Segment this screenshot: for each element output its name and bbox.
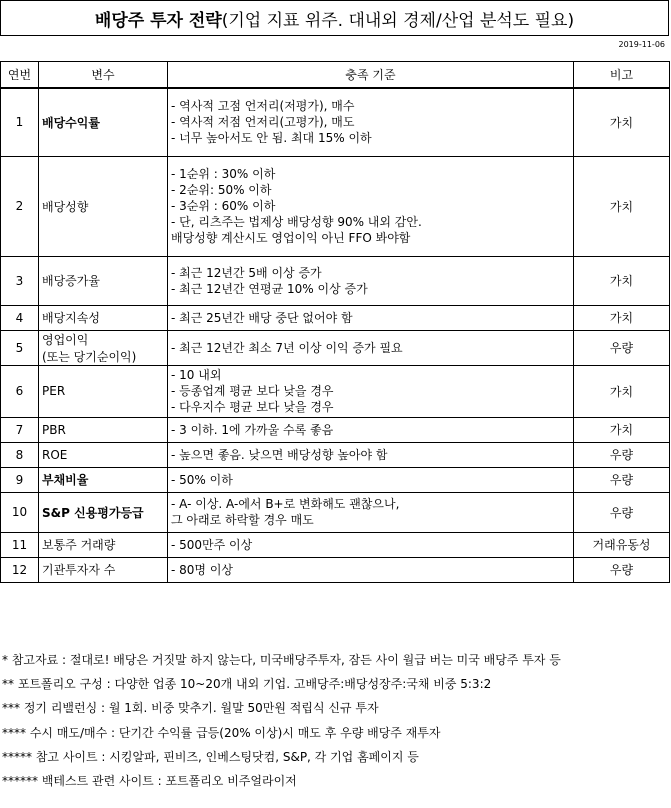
table-row (1, 305, 670, 330)
table-header-row (1, 62, 670, 89)
footnote: *** 정기 리밸런싱 : 월 1회. 비중 맞추기. 월말 50만원 적립식 신규 투자 (2, 701, 379, 716)
footnote: **** 수시 매도/매수 : 단기간 수익률 급등(20% 이상)시 매도 후 우량 배당주 재투자 (2, 725, 441, 740)
table-row (1, 365, 670, 417)
header-criteria: 충족 기준 (168, 62, 574, 89)
row-variable: 기관투자자 수 (39, 557, 168, 582)
row-variable: S&P 신용평가등급 (39, 492, 168, 532)
row-note: 가치 (574, 156, 670, 256)
criteria-line: - 50% 이하 (171, 472, 233, 487)
header-no: 연번 (1, 62, 39, 89)
criteria-line: - 최근 12년간 최소 7년 이상 이익 증가 필요 (171, 340, 403, 355)
row-variable: 부채비율 (39, 467, 168, 492)
criteria-line: - 1순위 : 30% 이하 (171, 167, 276, 181)
table-row (1, 417, 670, 442)
row-criteria (168, 557, 574, 582)
row-criteria (168, 365, 574, 417)
row-note: 가치 (574, 88, 670, 156)
row-criteria (168, 88, 574, 156)
document-date: 2019-11-06 (618, 40, 665, 49)
row-criteria (168, 156, 574, 256)
header-note: 비고 (574, 62, 670, 89)
footnotes (2, 648, 668, 793)
row-note: 우량 (574, 557, 670, 582)
criteria-line: - 다우지수 평균 보다 낮을 경우 (171, 400, 334, 414)
row-note: 우량 (574, 442, 670, 467)
row-variable: 배당지속성 (39, 305, 168, 330)
row-variable: 배당증가율 (39, 256, 168, 305)
row-criteria (168, 305, 574, 330)
table-row (1, 467, 670, 492)
criteria-line: - 10 내외 (171, 368, 222, 382)
criteria-line: - 최근 25년간 배당 중단 없어야 함 (171, 310, 353, 325)
row-note: 가치 (574, 365, 670, 417)
row-variable: 배당성향 (39, 156, 168, 256)
row-number: 2 (1, 156, 39, 256)
row-note: 거래유동성 (574, 532, 670, 557)
row-criteria (168, 330, 574, 365)
row-criteria (168, 417, 574, 442)
row-number: 8 (1, 442, 39, 467)
table-row (1, 256, 670, 305)
row-number: 9 (1, 467, 39, 492)
criteria-line: - 최근 12년간 연평균 10% 이상 증가 (171, 281, 368, 296)
row-number: 3 (1, 256, 39, 305)
criteria-line: 그 아래로 하락할 경우 매도 (171, 513, 314, 527)
row-note: 우량 (574, 492, 670, 532)
row-criteria (168, 467, 574, 492)
criteria-line: - 너무 높아서도 안 됨. 최대 15% 이하 (171, 131, 372, 146)
criteria-line: - 최근 12년간 5배 이상 증가 (171, 265, 322, 280)
title-sub: (기업 지표 위주. 대내외 경제/산업 분석도 필요) (221, 10, 575, 31)
row-number: 11 (1, 532, 39, 557)
title-main: 배당주 투자 전략 (94, 10, 222, 31)
row-note: 가치 (574, 256, 670, 305)
criteria-line: - A- 이상. A-에서 B+로 변화해도 괜찮으나, (171, 497, 400, 511)
criteria-line: 배당성향 계산시도 영업이익 아닌 FFO 봐야함 (171, 231, 411, 245)
row-criteria (168, 532, 574, 557)
row-variable: PER (39, 365, 168, 417)
row-criteria (168, 442, 574, 467)
row-criteria (168, 492, 574, 532)
row-variable: PBR (39, 417, 168, 442)
criteria-line: - 80명 이상 (171, 562, 234, 577)
row-number: 7 (1, 417, 39, 442)
row-number: 5 (1, 330, 39, 365)
table-row (1, 442, 670, 467)
criteria-line: - 높으면 좋음. 낮으면 배당성향 높아야 함 (171, 447, 388, 462)
footnote: * 참고자료 : 절대로! 배당은 거짓말 하지 않는다, 미국배당주투자, 잠든 사이 월급 버는 미국 배당주 투자 등 (2, 653, 561, 667)
row-note: 우량 (574, 467, 670, 492)
criteria-table (0, 61, 670, 583)
document-title (0, 0, 669, 36)
row-variable: ROE (39, 442, 168, 467)
row-note: 가치 (574, 305, 670, 330)
row-criteria (168, 256, 574, 305)
criteria-line: - 3 이하. 1에 가까울 수록 좋음 (171, 422, 334, 437)
table-row (1, 330, 670, 365)
header-variable: 변수 (39, 62, 168, 89)
criteria-line: - 500만주 이상 (171, 537, 253, 552)
table-row (1, 492, 670, 532)
table-row (1, 532, 670, 557)
criteria-line: - 3순위 : 60% 이하 (171, 199, 276, 213)
row-note: 우량 (574, 330, 670, 365)
criteria-line: - 단, 리츠주는 법제상 배당성향 90% 내외 감안. (171, 215, 422, 229)
row-number: 6 (1, 365, 39, 417)
criteria-line: - 역사적 고점 언저리(저평가), 매수 (171, 99, 355, 114)
row-variable: 영업이익 (또는 당기순이익) (39, 330, 168, 365)
row-note: 가치 (574, 417, 670, 442)
row-variable: 보통주 거래량 (39, 532, 168, 557)
criteria-line: - 2순위: 50% 이하 (171, 183, 272, 197)
criteria-line: - 역사적 저점 언저리(고평가), 매도 (171, 115, 355, 130)
table-row (1, 557, 670, 582)
row-number: 4 (1, 305, 39, 330)
table-row (1, 88, 670, 156)
row-variable: 배당수익률 (39, 88, 168, 156)
footnote: ***** 참고 사이트 : 시킹알파, 핀비즈, 인베스팅닷컴, S&P, 각 기업 홈페이지 등 (2, 749, 419, 764)
footnote: ** 포트폴리오 구성 : 다양한 업종 10~20개 내외 기업. 고배당주:배당성장주:국채 비중 5:3:2 (2, 677, 492, 692)
row-number: 12 (1, 557, 39, 582)
criteria-line: - 등종업계 평균 보다 낮을 경우 (171, 384, 334, 398)
row-number: 10 (1, 492, 39, 532)
row-number: 1 (1, 88, 39, 156)
table-row (1, 156, 670, 256)
footnote: ****** 백테스트 관련 사이트 : 포트폴리오 비주얼라이저 (2, 773, 297, 788)
